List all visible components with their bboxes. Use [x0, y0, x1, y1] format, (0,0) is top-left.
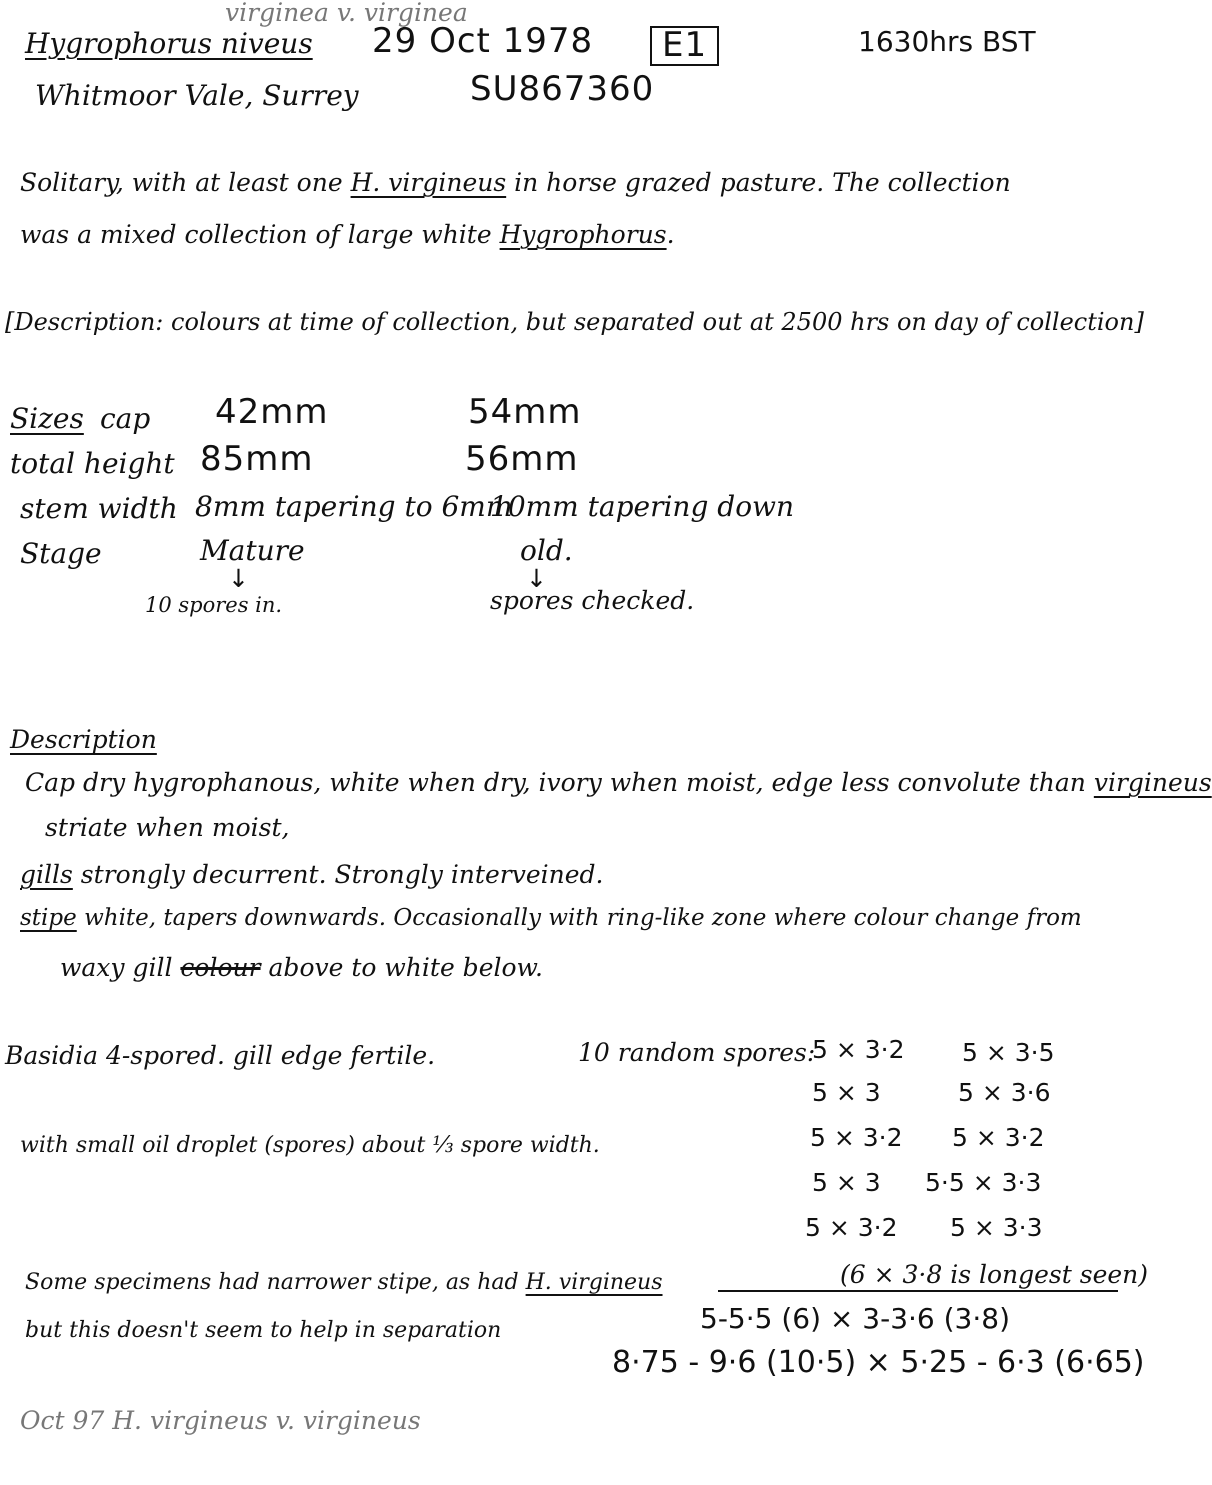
oil-droplet-note: with small oil droplet (spores) about ⅓ spore width. [20, 1133, 600, 1158]
cap-line-2: striate when moist, [45, 813, 290, 842]
cap-species: virgineus [1093, 768, 1212, 797]
stipe-label: stipe [20, 905, 77, 931]
stipe-text: white, tapers downwards. Occasionally with ring-like zone where colour change from [84, 905, 1082, 931]
spore-measurement: 5 × 3·2 [810, 1123, 903, 1152]
habitat-text-c: was a mixed collection of large white [20, 220, 492, 249]
spore-measurement: 5 × 3·2 [805, 1213, 898, 1242]
habitat-line-1 [20, 170, 1011, 195]
grid-reference: SU867360 [470, 69, 655, 109]
spore-measurement: 5 × 3·3 [950, 1213, 1043, 1242]
collection-time: 1630hrs BST [858, 25, 1036, 58]
species-name: Hygrophorus niveus [25, 27, 313, 60]
gills-line [20, 862, 603, 887]
spore-measurement: 5 × 3 [812, 1078, 881, 1107]
habitat-text-b: in horse grazed pasture. The collection [514, 168, 1011, 197]
location: Whitmoor Vale, Surrey [35, 79, 359, 112]
cap-line-1 [25, 770, 1212, 795]
stage-note-a: 10 spores in. [145, 593, 283, 617]
stipe-line-2 [60, 955, 543, 980]
cap-text: Cap dry hygrophanous, white when dry, ivory when moist, edge less convolute than [25, 768, 1086, 797]
size-stem-b: 10mm tapering down [490, 490, 795, 523]
spore-measurement: 5 × 3 [812, 1168, 881, 1197]
annotation-top: virginea v. virginea [225, 0, 468, 27]
stage-b: old. [520, 534, 573, 567]
stipe-line-1 [20, 907, 1082, 930]
spore-summary-2: 8·75 - 9·6 (10·5) × 5·25 - 6·3 (6·65) [612, 1345, 1145, 1380]
collection-code: E1 [650, 26, 719, 66]
description-heading: Description [10, 725, 157, 754]
remarks-species: H. virgineus [525, 1270, 663, 1295]
sizes-label: Sizes [10, 402, 84, 435]
habitat-text-d: . [666, 220, 675, 249]
habitat-text-a: Solitary, with at least one [20, 168, 343, 197]
remarks-line-2: but this doesn't seem to help in separation [25, 1318, 502, 1343]
basidia-line: Basidia 4-spored. gill edge fertile. [5, 1041, 436, 1070]
struck-word: colour [180, 953, 261, 982]
arrow-down-icon: ↓ [228, 564, 249, 593]
footer-annotation: Oct 97 H. virgineus v. virgineus [20, 1406, 421, 1435]
spore-summary-1: 5-5·5 (6) × 3-3·6 (3·8) [700, 1302, 1010, 1335]
size-row-label: cap [100, 402, 151, 435]
size-cap-a: 42mm [215, 392, 329, 432]
gills-label: gills [20, 860, 73, 889]
size-cap-b: 54mm [468, 392, 582, 432]
stipe-text-2: waxy gill [60, 953, 173, 982]
spore-measurement: 5 × 3·6 [958, 1078, 1051, 1107]
habitat-species: H. virgineus [350, 168, 507, 197]
size-height-b: 56mm [465, 439, 579, 479]
description-note: [Description: colours at time of collection, but separated out at 2500 hrs on day of collection] [5, 308, 1144, 336]
stipe-text-3: above to white below. [268, 953, 543, 982]
collection-date: 29 Oct 1978 [372, 21, 594, 61]
size-row-label: Stage [20, 537, 102, 570]
gills-text: strongly decurrent. Strongly interveined. [80, 860, 604, 889]
spore-measurement: 5·5 × 3·3 [925, 1168, 1042, 1197]
habitat-genus: Hygrophorus [499, 220, 667, 249]
size-row-label: total height [10, 447, 175, 480]
stage-note-b: spores checked. [490, 586, 695, 615]
longest-spore-note: (6 × 3·8 is longest seen) [840, 1260, 1149, 1289]
size-stem-a: 8mm tapering to 6mm [195, 490, 513, 523]
size-row-label: stem width [20, 492, 178, 525]
spore-measurement: 5 × 3·2 [812, 1035, 905, 1064]
spore-measurement: 5 × 3·5 [962, 1038, 1055, 1067]
habitat-line-2 [20, 222, 675, 247]
size-height-a: 85mm [200, 439, 314, 479]
stage-a: Mature [200, 534, 305, 567]
remarks-text: Some specimens had narrower stipe, as had [25, 1270, 519, 1295]
spore-measurement: 5 × 3·2 [952, 1123, 1045, 1152]
spores-label: 10 random spores: [578, 1038, 816, 1067]
arrow-down-icon: ↓ [526, 564, 547, 593]
summary-rule [718, 1290, 1118, 1292]
remarks-line-1 [25, 1272, 663, 1294]
